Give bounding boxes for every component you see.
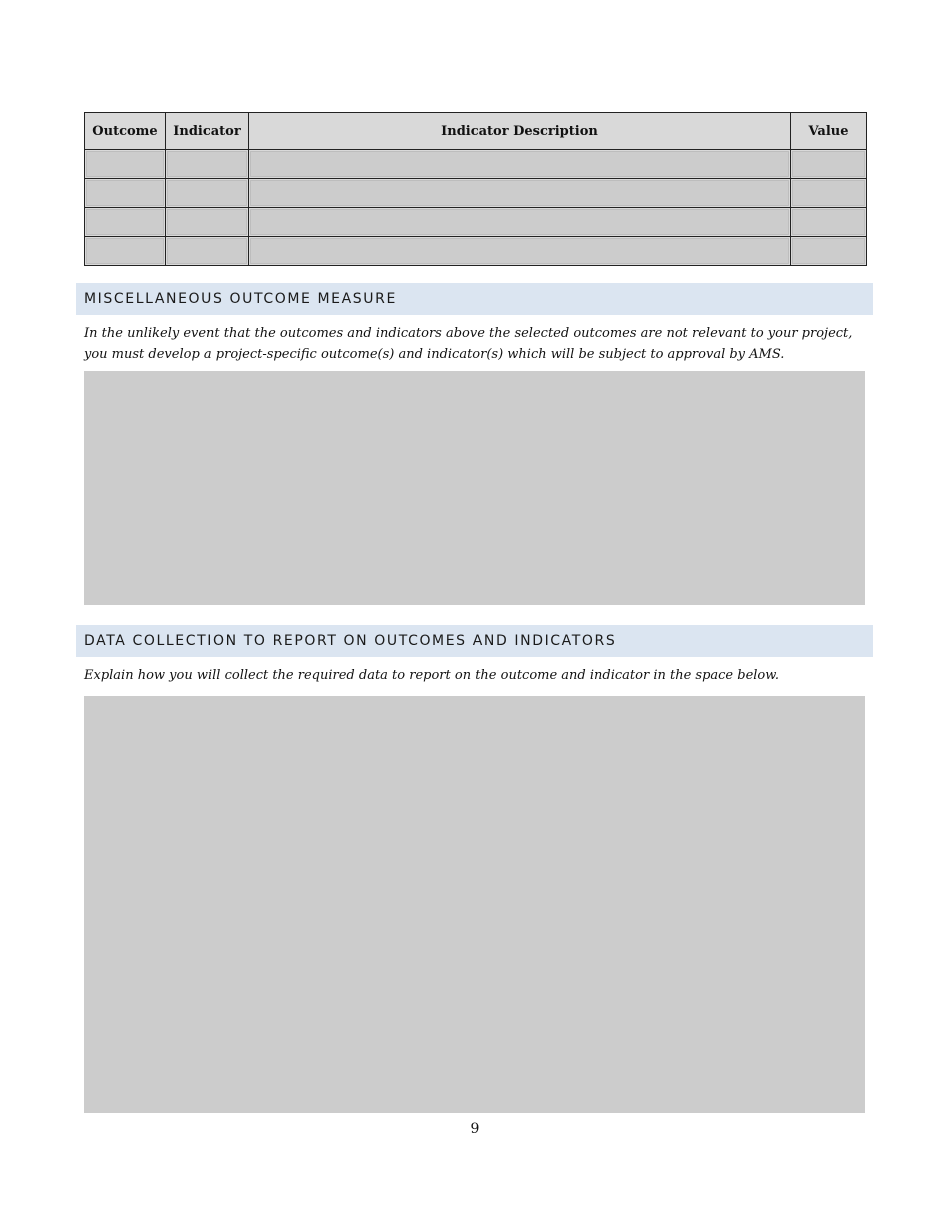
header-indicator-description: Indicator Description bbox=[249, 113, 791, 150]
indicator-description-cell bbox=[249, 208, 791, 237]
table-row bbox=[85, 179, 867, 208]
data-collection-instruction: Explain how you will collect the required data to report on the outcome and indicator in the space below. bbox=[84, 668, 779, 683]
value-input[interactable] bbox=[792, 180, 865, 206]
outcome-cell bbox=[85, 150, 166, 179]
outcome-input[interactable] bbox=[86, 151, 164, 177]
value-input[interactable] bbox=[792, 209, 865, 235]
indicator-description-input[interactable] bbox=[250, 238, 789, 264]
data-collection-section-header: DATA COLLECTION TO REPORT ON OUTCOMES AND INDICATORS bbox=[76, 625, 873, 657]
indicator-description-input[interactable] bbox=[250, 180, 789, 206]
header-value: Value bbox=[791, 113, 867, 150]
header-outcome: Outcome bbox=[85, 113, 166, 150]
misc-outcome-section-header: MISCELLANEOUS OUTCOME MEASURE bbox=[76, 283, 873, 315]
table-row bbox=[85, 208, 867, 237]
table-row bbox=[85, 237, 867, 266]
indicator-description-input[interactable] bbox=[250, 209, 789, 235]
indicator-cell bbox=[166, 237, 249, 266]
outcome-cell bbox=[85, 237, 166, 266]
indicator-cell bbox=[166, 179, 249, 208]
indicator-description-input[interactable] bbox=[250, 151, 789, 177]
indicator-input[interactable] bbox=[167, 209, 247, 235]
misc-outcome-text-field[interactable] bbox=[84, 371, 865, 605]
outcome-input[interactable] bbox=[86, 238, 164, 264]
data-collection-text-field[interactable] bbox=[84, 696, 865, 1113]
value-cell bbox=[791, 150, 867, 179]
value-cell bbox=[791, 179, 867, 208]
table-row bbox=[85, 150, 867, 179]
outcome-input[interactable] bbox=[86, 209, 164, 235]
indicator-description-cell bbox=[249, 237, 791, 266]
page-number: 9 bbox=[470, 1121, 480, 1137]
indicator-input[interactable] bbox=[167, 151, 247, 177]
value-input[interactable] bbox=[792, 151, 865, 177]
outcome-cell bbox=[85, 179, 166, 208]
indicator-cell bbox=[166, 208, 249, 237]
value-cell bbox=[791, 237, 867, 266]
table-header-row bbox=[85, 113, 867, 150]
indicator-input[interactable] bbox=[167, 238, 247, 264]
indicator-input[interactable] bbox=[167, 180, 247, 206]
header-indicator: Indicator bbox=[166, 113, 249, 150]
value-input[interactable] bbox=[792, 238, 865, 264]
value-cell bbox=[791, 208, 867, 237]
misc-outcome-instruction: In the unlikely event that the outcomes and indicators above the selected outcomes are not relevant to your project, you must develop a project-specific outcome(s) and indicator(s) which will be subject to approval by AMS. bbox=[84, 326, 853, 362]
outcome-input[interactable] bbox=[86, 180, 164, 206]
outcome-indicator-table bbox=[84, 112, 867, 266]
indicator-description-cell bbox=[249, 150, 791, 179]
indicator-description-cell bbox=[249, 179, 791, 208]
outcome-cell bbox=[85, 208, 166, 237]
indicator-cell bbox=[166, 150, 249, 179]
